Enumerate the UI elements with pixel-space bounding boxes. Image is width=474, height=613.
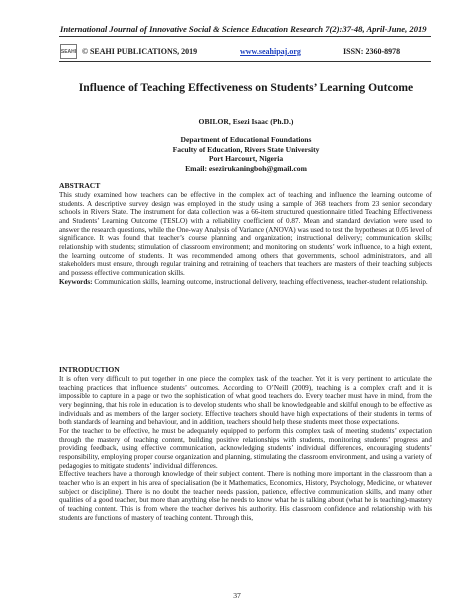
keywords-label: Keywords: [59,277,93,286]
abstract-body [59,191,432,286]
seahi-logo-icon [60,44,77,59]
affiliation-department: Department of Educational Foundations [180,135,312,145]
keywords-line [59,278,432,287]
journal-title: International Journal of Innovative Social & Science Education Research 7(2):37-48, April-June, 2019 [60,24,427,34]
abstract-text: This study examined how teachers can be effective in the complex act of teaching and influence the learning outcome of students. A descriptive survey design was employed in the study using a sample of 368 teachers from 23 senior secondary schools in Rivers State. The instrument for data collection was a 66-item structured questionnaire titled Teaching Effectiveness and Students’ Learning Outcome (TESLO) with a reliability coefficient of 0.87. Mean and standard deviation were used to answer the research questions, while the One-way Analysis of Variance (ANOVA) was used to test the hypotheses at 0.05 level of significance. It was found that teacher’s course planning and organization; instructional delivery; communication skills; relationship with students; stimulation of classroom environment; and monitoring on students’ work influence, to a high extent, the learning outcome of students. It was recommended among others that governments, school administrators, and all stakeholders must ensure, through regular training and retraining of teachers that teachers are masters of their teaching subjects and possess effective communication skills. [59,191,432,277]
website-link[interactable]: www.seahipaj.org [240,47,301,56]
header-rule-bottom [59,61,431,62]
author-block [60,117,432,173]
affiliation-faculty: Faculty of Education, Rivers State University [172,144,320,154]
intro-paragraph-2: For the teacher to be effective, he must be adequately equipped to perform this complex task of meeting students’ expectation through the mastery of teaching content, building positive relationships with students, monitoring students’ progress and providing feedback, using effective communication, acknowledging students’ individual differences, encouraging students’ responsibility, employing proper course organization and planning, stimulating the classroom environment, and using a variety of pedagogies to mitigate students’ individual differences. [59,426,432,470]
keywords-text: Communication skills, learning outcome, instructional delivery, teaching effectiveness, teacher-student relationship. [94,277,428,286]
introduction-body [59,375,432,522]
publication-row [60,44,432,60]
header-rule-top [59,36,431,37]
affiliation-location: Port Harcourt, Nigeria [208,154,284,164]
issn-number: ISSN: 2360-8978 [343,47,401,56]
logo-text: SEAHI [60,48,77,55]
publisher-name: © SEAHI PUBLICATIONS, 2019 [82,47,198,56]
introduction-heading: INTRODUCTION [59,365,120,374]
page-number: 37 [233,591,241,600]
author-email: Email: esezirukaningboh@gmail.com [185,163,307,173]
author-name: OBILOR, Esezi Isaac (Ph.D.) [198,117,294,126]
intro-paragraph-1: It is often very difficult to put together in one piece the complex task of the teacher. Yet it is very pertinent to articulate the teaching practices that influence students’ outcomes. According to O’Neill (2009), teaching is a complex craft and it is impossible to capture in a page or two the sophistication of what good teachers do. Every teacher must have in mind, from the very beginning, that his role in education is to develop students who shall be knowledgeable and skilful enough to be effective as individuals and as members of the larger society. Effective teachers should have high expectations of their students in terms of both standards of learning and behaviour, and in addition, teachers should help these students meet those expectations. [59,375,432,427]
intro-paragraph-3: Effective teachers have a thorough knowledge of their subject content. There is nothing more important in the classroom than a teacher who is an expert in his area of specialisation (be it Mathematics, Economics, History, Psychology, Medicine, or whatever subject or discipline). There is no doubt the teacher needs passion, patience, effective communication skills, and many other qualities of a good teacher, but more than anything else he needs to know what he is talking about (what he is teaching)-mastery of teaching content. This is from where the teacher derives his authority. His classroom confidence and relationship with his students are functions of mastery of teaching content. Through this, [59,470,432,522]
abstract-heading: ABSTRACT [59,181,101,190]
article-title: Influence of Teaching Effectiveness on Students’ Learning Outcome [78,81,414,94]
